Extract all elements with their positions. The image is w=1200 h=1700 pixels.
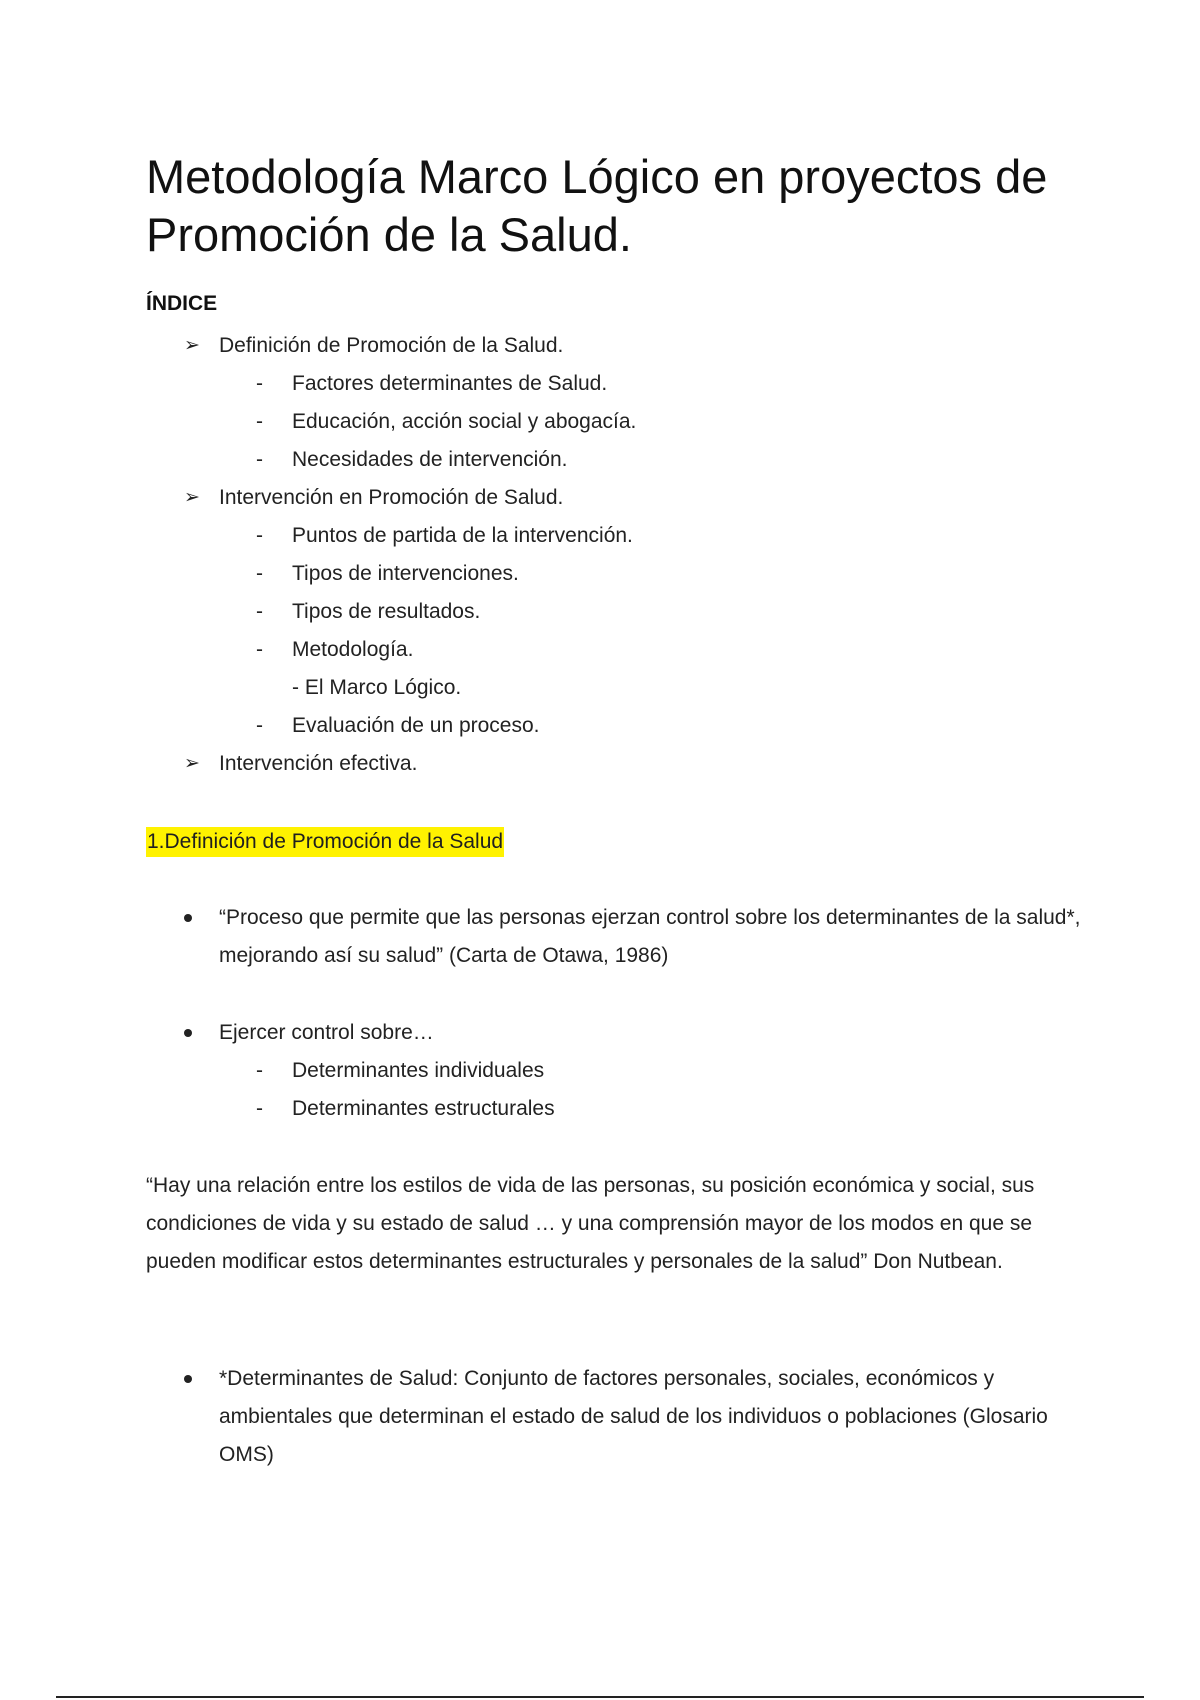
index-subsubitem: - El Marco Lógico. [292,676,462,699]
index-subitem: Metodología. [292,638,414,661]
index-subitem: Factores determinantes de Salud. [292,372,608,395]
section-heading-highlighted: 1.Definición de Promoción de la Salud [146,827,504,857]
dash-bullet: - [256,1097,263,1120]
index-item: Definición de Promoción de la Salud. [219,334,564,357]
page-title: Metodología Marco Lógico en proyectos de Promoción de la Salud. [146,150,1048,261]
bullet-dot-icon [184,1375,192,1383]
index-subitem: Evaluación de un proceso. [292,714,540,737]
index-subitem: Tipos de resultados. [292,600,481,623]
index-subitem: Tipos de intervenciones. [292,562,519,585]
index-subitem: Educación, acción social y abogacía. [292,410,637,433]
control-subitem: Determinantes individuales [292,1059,545,1082]
control-bullet: Ejercer control sobre… [219,1021,434,1044]
glossary-bullet: *Determinantes de Salud: Conjunto de factores personales, sociales, económicos y ambientales que determinan el estado de salud de los individuos o poblaciones (Glosario OMS) [219,1367,1048,1466]
index-subitem: Necesidades de intervención. [292,448,568,471]
dash-bullet: - [256,562,263,585]
bullet-dot-icon [184,914,192,922]
arrow-bullet-icon: ➢ [184,335,200,356]
dash-bullet: - [256,524,263,547]
footer-divider [56,1696,1144,1698]
dash-bullet: - [256,1059,263,1082]
dash-bullet: - [256,372,263,395]
definition-bullet: “Proceso que permite que las personas ejerzan control sobre los determinantes de la salud*, mejorando así su salud” (Carta de Otawa, 1986) [219,906,1081,967]
bullet-dot-icon [184,1029,192,1037]
dash-bullet: - [256,638,263,661]
quote-paragraph: “Hay una relación entre los estilos de vida de las personas, su posición económica y social, sus condiciones de vida y su estado de salud … y una comprensión mayor de los modos en que se pueden modificar estos determinantes estructurales y personales de la salud” Don Nutbean. [146,1174,1035,1273]
dash-bullet: - [256,410,263,433]
dash-bullet: - [256,714,263,737]
control-subitem: Determinantes estructurales [292,1097,555,1120]
index-item: Intervención efectiva. [219,752,418,775]
index-subitem: Puntos de partida de la intervención. [292,524,633,547]
index-item: Intervención en Promoción de Salud. [219,486,564,509]
dash-bullet: - [256,600,263,623]
index-heading: ÍNDICE [146,292,218,315]
arrow-bullet-icon: ➢ [184,487,200,508]
dash-bullet: - [256,448,263,471]
arrow-bullet-icon: ➢ [184,753,200,774]
